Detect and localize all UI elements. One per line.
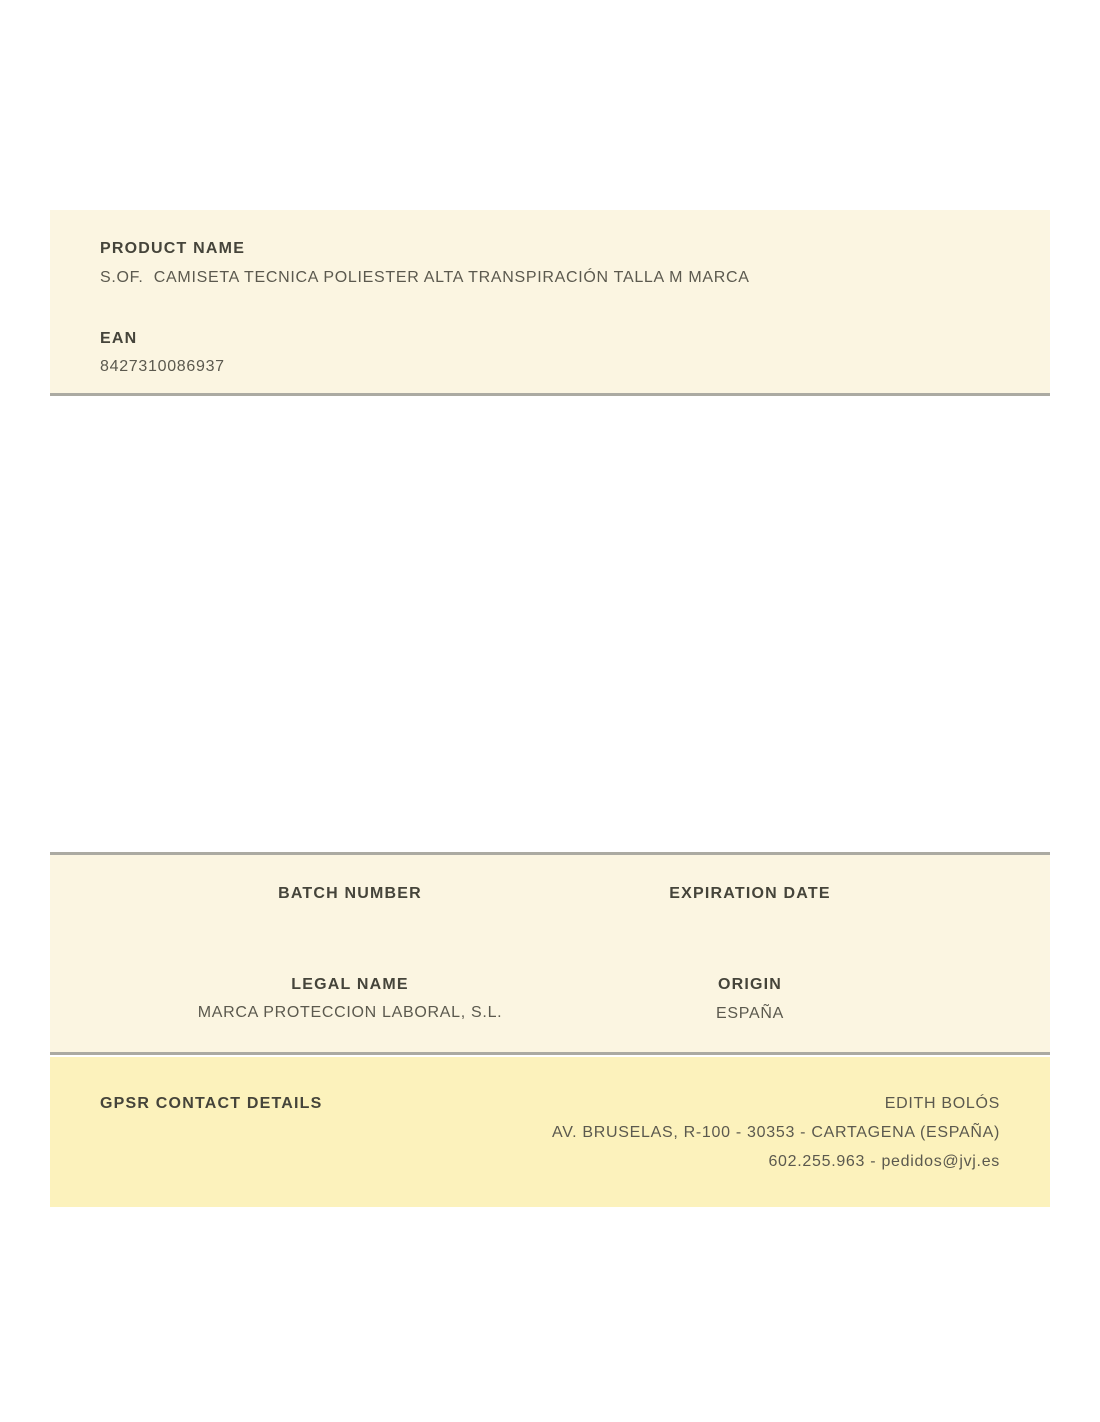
ean-value: 8427310086937 [100,358,225,375]
expiration-origin-column [550,855,950,1052]
expiration-date-label: EXPIRATION DATE [669,885,831,902]
gpsr-contact-title: GPSR CONTACT DETAILS [100,1095,323,1112]
batch-legal-column [100,855,600,1052]
batch-origin-section [50,852,1050,1055]
product-name-label: PRODUCT NAME [100,240,246,257]
batch-number-label: BATCH NUMBER [278,885,422,902]
gpsr-contact-section [50,1057,1050,1207]
legal-name-label: LEGAL NAME [291,976,409,993]
product-name-value: S.OF. CAMISETA TECNICA POLIESTER ALTA TRANSPIRACIÓN TALLA M MARCA [100,269,750,286]
product-section [50,210,1050,396]
gpsr-contact-block [552,1089,1000,1176]
ean-label: EAN [100,330,138,347]
gpsr-contact-name: EDITH BOLÓS [884,1095,1000,1112]
legal-name-value: MARCA PROTECCION LABORAL, S.L. [197,1004,503,1021]
gpsr-contact-phone-email: 602.255.963 - pedidos@jvj.es [768,1153,1000,1170]
gpsr-contact-address: AV. BRUSELAS, R-100 - 30353 - CARTAGENA (ESPAÑA) [552,1124,1000,1141]
origin-value: ESPAÑA [716,1005,784,1022]
origin-label: ORIGIN [717,976,783,993]
